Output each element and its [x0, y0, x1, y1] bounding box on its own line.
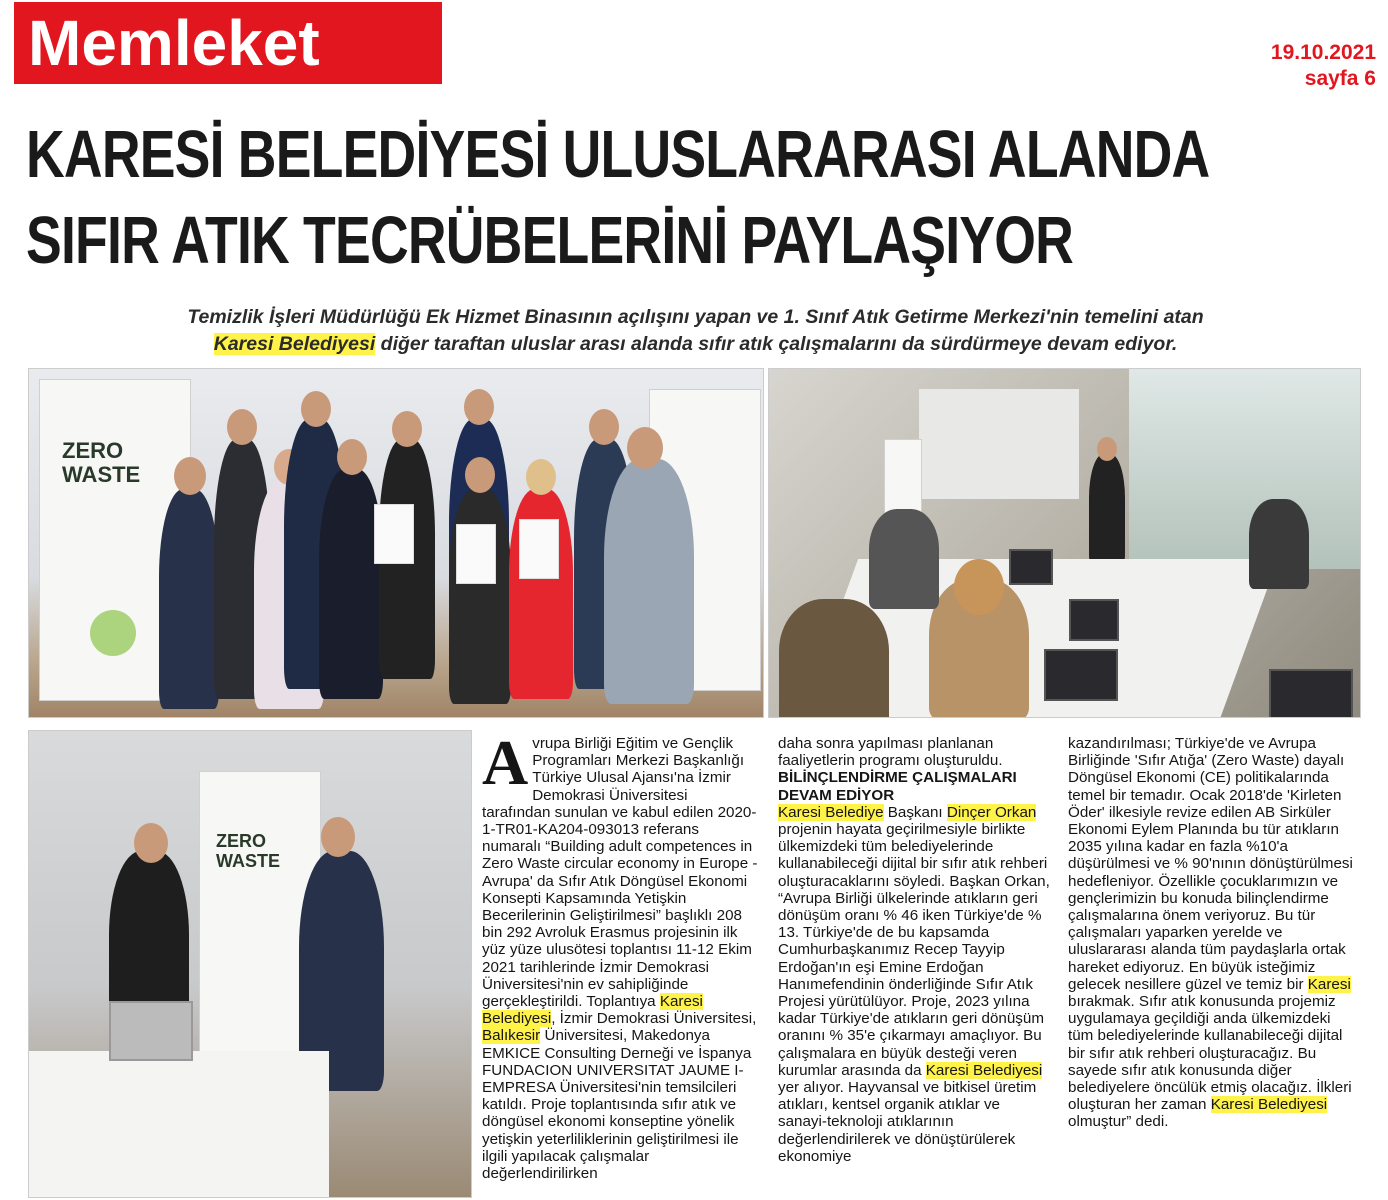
lead-highlight: Karesi Belediyesi	[213, 333, 376, 355]
col2-subheading: BİLİNÇLENDİRME ÇALIŞMALARI DEVAM EDİYOR	[778, 769, 1017, 804]
banner-text-2: WASTE	[62, 462, 141, 487]
col2-text-4: yer alıyor. Hayvansal ve bitkisel üretim atıkları, kentsel organik atıklar ve sanayi-teknoloji atıklarının değerlendirilerek ve dönüştürülerek ekonomiye	[778, 1079, 1037, 1165]
col3-highlight-1: Karesi	[1307, 975, 1351, 993]
certificate	[456, 524, 496, 584]
lead-paragraph	[28, 304, 1363, 358]
person-head	[627, 427, 663, 469]
col1-text-3: Üniversitesi, Makedonya EMKICE Consulting Derneği ve İspanya FUNDACION UNIVERSITAT JAUME I-EMPRESA Üniversitesi'nin temsilcileri katıldı. Proje toplantısında sıfır atık ve döngüsel ekonomi konseptine yönelik yetişkin yeterliliklerinin geliştirilmesi ile ilgili yapılacak çalışmalar değerlendirilirken	[482, 1027, 752, 1183]
meeting-photo	[768, 368, 1361, 718]
col2-highlight-3: Karesi Belediyesi	[925, 1061, 1043, 1079]
person-head	[321, 817, 355, 857]
masthead-logo	[14, 2, 442, 84]
col1-text-1: vrupa Birliği Eğitim ve Gençlik Programları Merkezi Başkanlığı Türkiye Ulusal Ajansı'na İzmir Demokrasi Üniversitesi tarafından sunulan ve kabul edilen 2020-1-TR01-KA204-093013 referans numaralı “Building adult competences in Zero Waste circular economy in Europe - Avrupa' da Sıfır Atık Döngüsel Ekonomi Konsepti Kapsamında Yetişkin Becerilerinin Geliştirilmesi” başlıklı 208 bin 292 Avroluk Erasmus projesinin ilk yüz yüze ulusötesi toplantısı 11-12 Ekim 2021 tarihlerinde İzmir Demokrasi Üniversitesi'nin ev sahipliğinde gerçekleştirildi. Toplantıya	[482, 735, 758, 1011]
person-head	[174, 457, 206, 495]
col3-text-1: kazandırılması; Türkiye'de ve Avrupa Birliğinde 'Sıfır Atığa' (Zero Waste) dayalı Döngüsel Ekonomi (CE) politikalarında temel bir temadır. Ocak 2018'de 'Kirleten Öder' ilkesiyle revize edilen AB Sirküler Ekonomi Eylem Planında bu tür atıkların 2035 yılına kadar en fazla %10'a düşürülmesi ve % 90'nının dönüştürülmesi hedefleniyor. Özellikle çocuklarımızın ve gençlerimizin bu konuda bilinçlendirme çalışmalarına önem veriyoruz. Bu tür çalışmaları yaparken yerelde ve uluslararası alanda tüm paydaşlarla ortak hareket ediyoruz. En büyük isteğimiz gelecek nesillere güzel ve temiz bir	[1068, 735, 1353, 993]
article-column-3	[1068, 735, 1358, 1131]
person-head	[301, 391, 331, 427]
col1-highlight-1: Karesi Belediyesi	[482, 993, 703, 1028]
col1-highlight-2: Balıkesir	[482, 1027, 541, 1045]
headline	[26, 112, 1210, 284]
col2-text-3: projenin hayata geçirilmesiyle birlikte ülkemizdeki tüm belediyelerinde kullanabileceği dijital bir sıfır atık rehberi oluşturacaklarını söyledi. Başkan Orkan, “Avrupa Birliği ülkelerinde atıkların geri dönüşüm oranı % 46 iken Türkiye'de % 13. Türkiye'de de bu kapsamda Cumhurbaşkanımız Recep Tayyip Erdoğan'ın eşi Emine Erdoğan Hanımefendinin önderliğinde Sıfır Atık Projesi yürütülüyor. Proje, 2023 yılına kadar Türkiye'de atıkların geri dönüşüm oranını % 35'e çıkarmayı amaçlıyor. Bu çalışmalara en büyük desteği veren kurumlar arasında da	[778, 821, 1050, 1079]
headline-line-1: KARESİ BELEDİYESİ ULUSLARARASI ALANDA	[26, 117, 1210, 192]
person	[869, 509, 939, 609]
person	[1249, 499, 1309, 589]
person-head	[392, 411, 422, 447]
col3-text-3: olmuştur” dedi.	[1068, 1113, 1169, 1131]
laptop	[1269, 669, 1353, 718]
banner-text-1: ZERO	[216, 831, 267, 851]
window	[1129, 369, 1360, 569]
banner-text-1: ZERO	[62, 438, 124, 463]
article-column-1	[482, 727, 760, 1183]
banner-photo	[28, 730, 472, 1198]
col2-text-1: daha sonra yapılması planlanan faaliyetlerin programı oluşturuldu.	[778, 735, 1003, 770]
laptop	[1069, 599, 1119, 641]
laptop	[109, 1001, 193, 1061]
person-head	[337, 439, 367, 475]
person-head	[464, 389, 494, 425]
group-photo	[28, 368, 764, 718]
person-head	[954, 559, 1004, 615]
person-head	[227, 409, 257, 445]
recycle-icon	[90, 610, 136, 656]
person	[604, 459, 694, 704]
date-value: 19.10.2021	[1270, 41, 1376, 64]
person-head	[134, 823, 168, 863]
col2-highlight-1: Karesi Belediye	[778, 803, 884, 821]
col3-text-2: bırakmak. Sıfır atık konusunda projemiz uygulamaya geçildiği anda ülkemizdeki tüm belediyelerinde kullanabileceği dijital bir sıfır atık rehberi oluşturacağız. Bu sayede sıfır atık konusunda diğer belediyelere öncülük etmiş olacağız. İlkleri oluşturan her zaman	[1068, 993, 1352, 1114]
col3-highlight-2: Karesi Belediyesi	[1210, 1096, 1328, 1114]
page-number: sayfa 6	[1304, 67, 1376, 90]
certificate	[519, 519, 559, 579]
person-head	[465, 457, 495, 493]
drop-cap: A	[482, 727, 529, 798]
masthead-title: Memleket	[28, 7, 320, 79]
person-head	[589, 409, 619, 445]
laptop	[1044, 649, 1118, 701]
headline-line-2: SIFIR ATIK TECRÜBELERİNİ PAYLAŞIYOR	[26, 203, 1074, 278]
lead-text-2: diğer taraftan uluslar arası alanda sıfır atık çalışmalarını da sürdürmeye devam ediyor.	[380, 333, 1178, 355]
projection-screen	[919, 389, 1079, 499]
article-column-2	[778, 735, 1052, 1165]
person-head	[1097, 437, 1117, 461]
col1-text-2: , İzmir Demokrasi Üniversitesi,	[551, 1010, 757, 1028]
banner-text-2: WASTE	[216, 851, 281, 871]
exhibit-table	[29, 1051, 329, 1197]
lead-text-1: Temizlik İşleri Müdürlüğü Ek Hizmet Binasının açılışını yapan ve 1. Sınıf Atık Getirme Merkezi'nin temelini atan	[187, 306, 1204, 328]
person	[159, 489, 219, 709]
col2-text-2: Başkanı	[887, 803, 943, 821]
person	[779, 599, 889, 718]
laptop	[1009, 549, 1053, 585]
person-head	[526, 459, 556, 495]
person	[1089, 454, 1125, 564]
publication-date	[1271, 40, 1376, 92]
col2-highlight-2: Dinçer Orkan	[946, 803, 1037, 821]
person	[449, 489, 511, 704]
certificate	[374, 504, 414, 564]
